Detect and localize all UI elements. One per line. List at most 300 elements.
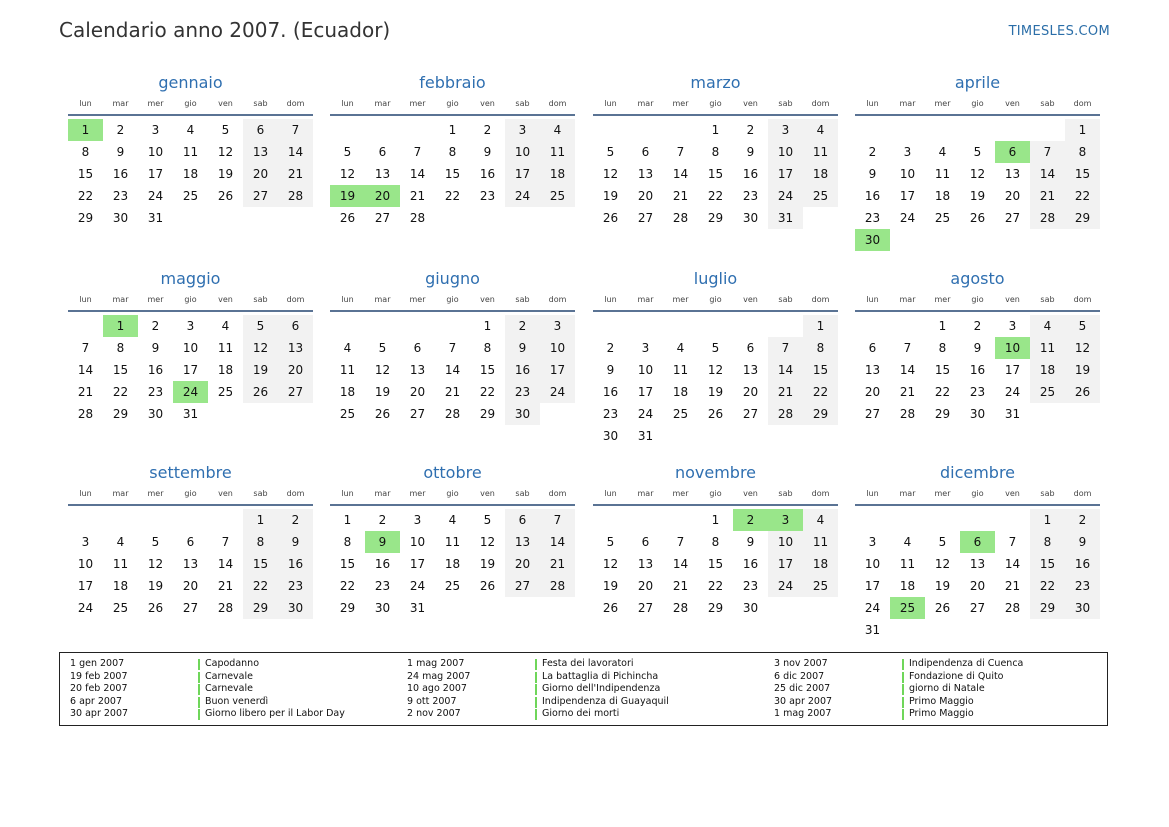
holiday-date: 6 dic 2007 xyxy=(774,670,825,682)
holiday-marker xyxy=(535,709,537,720)
day-cell: 15 xyxy=(707,557,724,571)
day-cell: 8 xyxy=(1065,141,1100,163)
day-cell: 5 xyxy=(343,145,352,159)
day-cell: 27 xyxy=(969,601,986,615)
day-cell: 5 xyxy=(378,341,387,355)
day-cell: 11 xyxy=(803,141,838,163)
weekday-label: gio xyxy=(446,99,459,108)
holiday-day-cell: 9 xyxy=(365,531,400,553)
day-cell: 25 xyxy=(672,407,689,421)
day-cell: 28 xyxy=(278,185,313,207)
day-cell: 30 xyxy=(742,211,759,225)
brand-link[interactable]: TIMESLES.COM xyxy=(1008,24,1110,39)
day-cell: 8 xyxy=(116,341,125,355)
weekday-label: sab xyxy=(253,99,268,108)
day-cell: 17 xyxy=(768,553,803,575)
day-cell: 29 xyxy=(803,403,838,425)
day-cell: 26 xyxy=(147,601,164,615)
holiday-day-cell: 24 xyxy=(173,381,208,403)
day-cell: 18 xyxy=(339,385,356,399)
day-cell: 27 xyxy=(409,407,426,421)
legend-row xyxy=(407,671,669,684)
day-cell: 29 xyxy=(707,601,724,615)
legend-row xyxy=(407,708,669,721)
day-cell: 4 xyxy=(116,535,125,549)
day-cell: 5 xyxy=(938,535,947,549)
holiday-date: 10 ago 2007 xyxy=(407,683,467,695)
legend-row xyxy=(407,683,669,696)
day-cell: 15 xyxy=(77,167,94,181)
weekday-label: dom xyxy=(1073,295,1092,304)
day-cell: 31 xyxy=(637,429,654,443)
weekday-label: gio xyxy=(184,99,197,108)
empty-cell xyxy=(103,509,138,531)
day-cell: 19 xyxy=(374,385,391,399)
weekday-label: lun xyxy=(604,295,617,304)
weekday-header xyxy=(855,98,1100,116)
holiday-date: 30 apr 2007 xyxy=(70,708,129,720)
day-cell: 25 xyxy=(803,185,838,207)
weekday-label: lun xyxy=(866,295,879,304)
day-cell: 10 xyxy=(77,557,94,571)
day-cell: 3 xyxy=(768,119,803,141)
empty-cell xyxy=(68,315,103,337)
day-cell: 21 xyxy=(278,163,313,185)
day-cell: 31 xyxy=(409,601,426,615)
legend-row xyxy=(774,671,1023,684)
weekday-label: gio xyxy=(446,295,459,304)
day-cell: 24 xyxy=(1004,385,1021,399)
day-cell: 20 xyxy=(864,385,881,399)
day-cell: 22 xyxy=(243,575,278,597)
day-cell: 23 xyxy=(147,385,164,399)
day-cell: 22 xyxy=(77,189,94,203)
weekday-label: mer xyxy=(409,99,426,108)
day-cell: 4 xyxy=(343,341,352,355)
empty-cell xyxy=(593,119,628,141)
weekday-label: ven xyxy=(743,295,758,304)
empty-cell xyxy=(698,315,733,337)
day-cell: 9 xyxy=(505,337,540,359)
day-cell: 7 xyxy=(768,337,803,359)
weekday-label: ven xyxy=(1005,99,1020,108)
weekday-header xyxy=(68,488,313,506)
day-cell: 14 xyxy=(768,359,803,381)
day-cell: 11 xyxy=(444,535,461,549)
day-cell: 14 xyxy=(217,557,234,571)
day-grid xyxy=(593,119,838,229)
weekday-label: mer xyxy=(147,99,164,108)
day-cell: 27 xyxy=(1004,211,1021,225)
day-cell: 21 xyxy=(899,385,916,399)
day-cell: 3 xyxy=(540,315,575,337)
day-cell: 17 xyxy=(899,189,916,203)
holiday-day-cell: 20 xyxy=(365,185,400,207)
weekday-label: mer xyxy=(672,295,689,304)
holiday-day-cell: 1 xyxy=(103,315,138,337)
day-cell: 31 xyxy=(864,623,881,637)
day-cell: 15 xyxy=(934,363,951,377)
day-cell: 16 xyxy=(505,359,540,381)
day-cell: 17 xyxy=(409,557,426,571)
holiday-name: Fondazione di Quito xyxy=(909,670,1004,682)
weekday-header xyxy=(593,98,838,116)
weekday-label: gio xyxy=(446,489,459,498)
empty-cell xyxy=(663,509,698,531)
month-name: aprile xyxy=(954,73,1001,92)
weekday-label: sab xyxy=(778,99,793,108)
day-cell: 8 xyxy=(343,535,352,549)
day-cell: 25 xyxy=(803,575,838,597)
weekday-label: lun xyxy=(341,489,354,498)
legend-column xyxy=(774,658,1023,721)
weekday-label: gio xyxy=(971,295,984,304)
empty-cell xyxy=(68,509,103,531)
day-cell: 5 xyxy=(606,145,615,159)
weekday-label: mar xyxy=(899,99,916,108)
day-cell: 26 xyxy=(707,407,724,421)
day-cell: 30 xyxy=(602,429,619,443)
day-cell: 7 xyxy=(1030,141,1065,163)
day-cell: 8 xyxy=(243,531,278,553)
day-cell: 10 xyxy=(182,341,199,355)
day-cell: 26 xyxy=(339,211,356,225)
day-cell: 22 xyxy=(112,385,129,399)
day-cell: 24 xyxy=(409,579,426,593)
empty-cell xyxy=(733,315,768,337)
day-cell: 16 xyxy=(147,363,164,377)
day-cell: 12 xyxy=(479,535,496,549)
day-cell: 13 xyxy=(409,363,426,377)
day-cell: 15 xyxy=(1030,553,1065,575)
day-cell: 20 xyxy=(637,189,654,203)
weekday-label: mar xyxy=(899,295,916,304)
weekday-label: gio xyxy=(709,295,722,304)
empty-cell xyxy=(628,119,663,141)
day-cell: 23 xyxy=(278,575,313,597)
holiday-name: Indipendenza di Guayaquil xyxy=(542,695,669,707)
day-cell: 20 xyxy=(182,579,199,593)
day-cell: 25 xyxy=(182,189,199,203)
day-cell: 11 xyxy=(899,557,916,571)
legend-row xyxy=(774,658,1023,671)
day-cell: 3 xyxy=(641,341,650,355)
day-cell: 24 xyxy=(637,407,654,421)
day-cell: 12 xyxy=(969,167,986,181)
day-cell: 3 xyxy=(413,513,422,527)
day-cell: 4 xyxy=(938,145,947,159)
month-gennaio xyxy=(68,72,313,229)
empty-cell xyxy=(663,119,698,141)
day-cell: 1 xyxy=(243,509,278,531)
day-cell: 14 xyxy=(444,363,461,377)
weekday-label: ven xyxy=(743,99,758,108)
legend-row xyxy=(774,696,1023,709)
day-grid xyxy=(330,509,575,619)
day-cell: 10 xyxy=(505,141,540,163)
day-cell: 28 xyxy=(217,601,234,615)
day-cell: 11 xyxy=(803,531,838,553)
day-cell: 7 xyxy=(540,509,575,531)
day-cell: 26 xyxy=(243,381,278,403)
weekday-label: lun xyxy=(79,99,92,108)
holiday-day-cell: 2 xyxy=(733,509,768,531)
holiday-name: Capodanno xyxy=(205,658,260,669)
page-title: Calendario anno 2007. (Ecuador) xyxy=(59,18,391,42)
day-cell: 28 xyxy=(409,211,426,225)
day-cell: 21 xyxy=(409,189,426,203)
weekday-label: mar xyxy=(112,295,129,304)
weekday-header xyxy=(68,294,313,312)
day-cell: 27 xyxy=(637,211,654,225)
holiday-marker xyxy=(902,684,904,695)
month-novembre xyxy=(593,462,838,619)
day-cell: 13 xyxy=(864,363,881,377)
weekday-header xyxy=(68,98,313,116)
empty-cell xyxy=(173,509,208,531)
day-cell: 15 xyxy=(243,553,278,575)
holiday-date: 25 dic 2007 xyxy=(774,683,831,695)
day-cell: 23 xyxy=(1065,575,1100,597)
empty-cell xyxy=(365,315,400,337)
month-luglio xyxy=(593,268,838,447)
weekday-label: dom xyxy=(286,489,305,498)
day-cell: 13 xyxy=(969,557,986,571)
legend-row xyxy=(70,683,345,696)
day-cell: 15 xyxy=(1065,163,1100,185)
day-cell: 22 xyxy=(707,579,724,593)
day-cell: 3 xyxy=(81,535,90,549)
day-cell: 19 xyxy=(602,579,619,593)
weekday-label: ven xyxy=(218,99,233,108)
legend-row xyxy=(407,696,669,709)
empty-cell xyxy=(208,509,243,531)
day-cell: 9 xyxy=(1065,531,1100,553)
day-cell: 12 xyxy=(217,145,234,159)
day-cell: 27 xyxy=(182,601,199,615)
day-cell: 6 xyxy=(243,119,278,141)
day-cell: 19 xyxy=(602,189,619,203)
month-name: marzo xyxy=(690,73,741,92)
day-cell: 21 xyxy=(217,579,234,593)
month-name: luglio xyxy=(693,269,738,288)
empty-cell xyxy=(400,119,435,141)
month-name: dicembre xyxy=(939,463,1016,482)
day-cell: 12 xyxy=(934,557,951,571)
day-cell: 10 xyxy=(540,337,575,359)
day-cell: 18 xyxy=(1030,359,1065,381)
weekday-label: sab xyxy=(515,295,530,304)
day-cell: 18 xyxy=(112,579,129,593)
day-cell: 14 xyxy=(540,531,575,553)
day-cell: 4 xyxy=(803,119,838,141)
day-cell: 12 xyxy=(339,167,356,181)
day-grid xyxy=(855,509,1100,641)
day-grid xyxy=(68,509,313,619)
day-cell: 26 xyxy=(969,211,986,225)
day-cell: 5 xyxy=(243,315,278,337)
holiday-name: Carnevale xyxy=(205,670,253,682)
holiday-marker xyxy=(198,684,200,695)
day-cell: 8 xyxy=(483,341,492,355)
month-settembre xyxy=(68,462,313,619)
day-cell: 29 xyxy=(707,211,724,225)
holiday-day-cell: 6 xyxy=(960,531,995,553)
day-cell: 8 xyxy=(1030,531,1065,553)
day-grid xyxy=(855,119,1100,251)
day-cell: 27 xyxy=(742,407,759,421)
day-cell: 31 xyxy=(768,207,803,229)
day-cell: 16 xyxy=(742,167,759,181)
day-grid xyxy=(330,119,575,229)
day-cell: 16 xyxy=(374,557,391,571)
day-cell: 17 xyxy=(637,385,654,399)
day-cell: 19 xyxy=(1065,359,1100,381)
empty-cell xyxy=(400,315,435,337)
day-cell: 7 xyxy=(221,535,230,549)
weekday-label: dom xyxy=(811,489,830,498)
weekday-label: lun xyxy=(866,99,879,108)
day-cell: 9 xyxy=(973,341,982,355)
day-cell: 30 xyxy=(278,597,313,619)
day-cell: 28 xyxy=(768,403,803,425)
day-cell: 11 xyxy=(112,557,129,571)
holiday-marker xyxy=(198,709,200,720)
day-cell: 26 xyxy=(602,601,619,615)
weekday-label: lun xyxy=(79,489,92,498)
weekday-label: mar xyxy=(112,489,129,498)
month-giugno xyxy=(330,268,575,425)
weekday-label: dom xyxy=(548,489,567,498)
day-cell: 26 xyxy=(479,579,496,593)
day-cell: 28 xyxy=(1004,601,1021,615)
day-cell: 1 xyxy=(343,513,352,527)
weekday-label: gio xyxy=(709,99,722,108)
day-cell: 11 xyxy=(1030,337,1065,359)
day-cell: 4 xyxy=(186,123,195,137)
weekday-label: mer xyxy=(147,295,164,304)
weekday-label: sab xyxy=(1040,489,1055,498)
day-cell: 29 xyxy=(1065,207,1100,229)
day-cell: 30 xyxy=(374,601,391,615)
day-cell: 24 xyxy=(899,211,916,225)
month-name: agosto xyxy=(950,269,1005,288)
holiday-date: 19 feb 2007 xyxy=(70,670,128,682)
day-cell: 18 xyxy=(444,557,461,571)
day-cell: 29 xyxy=(243,597,278,619)
weekday-label: ven xyxy=(1005,489,1020,498)
day-cell: 8 xyxy=(938,341,947,355)
weekday-label: gio xyxy=(709,489,722,498)
weekday-label: ven xyxy=(743,489,758,498)
holiday-marker xyxy=(198,659,200,670)
empty-cell xyxy=(995,119,1030,141)
day-grid xyxy=(330,315,575,425)
weekday-label: mer xyxy=(409,489,426,498)
holiday-marker xyxy=(535,684,537,695)
day-cell: 25 xyxy=(339,407,356,421)
day-cell: 1 xyxy=(1065,119,1100,141)
holiday-name: Giorno libero per il Labor Day xyxy=(205,708,345,720)
empty-cell xyxy=(925,119,960,141)
day-cell: 17 xyxy=(147,167,164,181)
day-cell: 27 xyxy=(278,381,313,403)
day-cell: 27 xyxy=(243,185,278,207)
day-cell: 28 xyxy=(540,575,575,597)
day-cell: 25 xyxy=(934,211,951,225)
month-maggio xyxy=(68,268,313,425)
day-cell: 29 xyxy=(1030,597,1065,619)
holiday-date: 1 mag 2007 xyxy=(774,708,832,720)
weekday-label: sab xyxy=(515,99,530,108)
day-cell: 6 xyxy=(413,341,422,355)
empty-cell xyxy=(890,119,925,141)
day-cell: 1 xyxy=(938,319,947,333)
day-cell: 24 xyxy=(147,189,164,203)
weekday-label: dom xyxy=(1073,489,1092,498)
weekday-label: mar xyxy=(637,99,654,108)
day-cell: 11 xyxy=(217,341,234,355)
month-febbraio xyxy=(330,72,575,229)
weekday-label: dom xyxy=(286,295,305,304)
holiday-marker xyxy=(535,697,537,708)
day-cell: 3 xyxy=(868,535,877,549)
weekday-label: ven xyxy=(480,295,495,304)
weekday-header xyxy=(593,294,838,312)
weekday-label: dom xyxy=(548,295,567,304)
day-cell: 14 xyxy=(1004,557,1021,571)
day-cell: 23 xyxy=(479,189,496,203)
day-cell: 15 xyxy=(707,167,724,181)
day-cell: 28 xyxy=(444,407,461,421)
weekday-label: ven xyxy=(1005,295,1020,304)
day-cell: 17 xyxy=(505,163,540,185)
day-cell: 28 xyxy=(1030,207,1065,229)
day-cell: 19 xyxy=(243,359,278,381)
empty-cell xyxy=(593,509,628,531)
day-cell: 4 xyxy=(903,535,912,549)
day-cell: 26 xyxy=(934,601,951,615)
empty-cell xyxy=(890,315,925,337)
month-marzo xyxy=(593,72,838,229)
day-cell: 5 xyxy=(151,535,160,549)
day-cell: 26 xyxy=(1065,381,1100,403)
holiday-date: 9 ott 2007 xyxy=(407,695,457,707)
month-name: febbraio xyxy=(419,73,486,92)
weekday-header xyxy=(855,294,1100,312)
day-cell: 29 xyxy=(479,407,496,421)
weekday-label: lun xyxy=(604,489,617,498)
weekday-label: sab xyxy=(1040,295,1055,304)
day-cell: 25 xyxy=(540,185,575,207)
day-cell: 12 xyxy=(374,363,391,377)
day-cell: 31 xyxy=(147,211,164,225)
holiday-name: Carnevale xyxy=(205,683,253,695)
holiday-marker xyxy=(902,659,904,670)
day-cell: 15 xyxy=(112,363,129,377)
holiday-name: Primo Maggio xyxy=(909,708,974,720)
month-ottobre xyxy=(330,462,575,619)
day-cell: 7 xyxy=(1008,535,1017,549)
month-name: novembre xyxy=(674,463,757,482)
day-cell: 22 xyxy=(803,381,838,403)
weekday-label: lun xyxy=(79,295,92,304)
holiday-marker xyxy=(902,697,904,708)
day-cell: 9 xyxy=(868,167,877,181)
day-cell: 6 xyxy=(641,535,650,549)
month-aprile xyxy=(855,72,1100,251)
day-cell: 24 xyxy=(864,601,881,615)
